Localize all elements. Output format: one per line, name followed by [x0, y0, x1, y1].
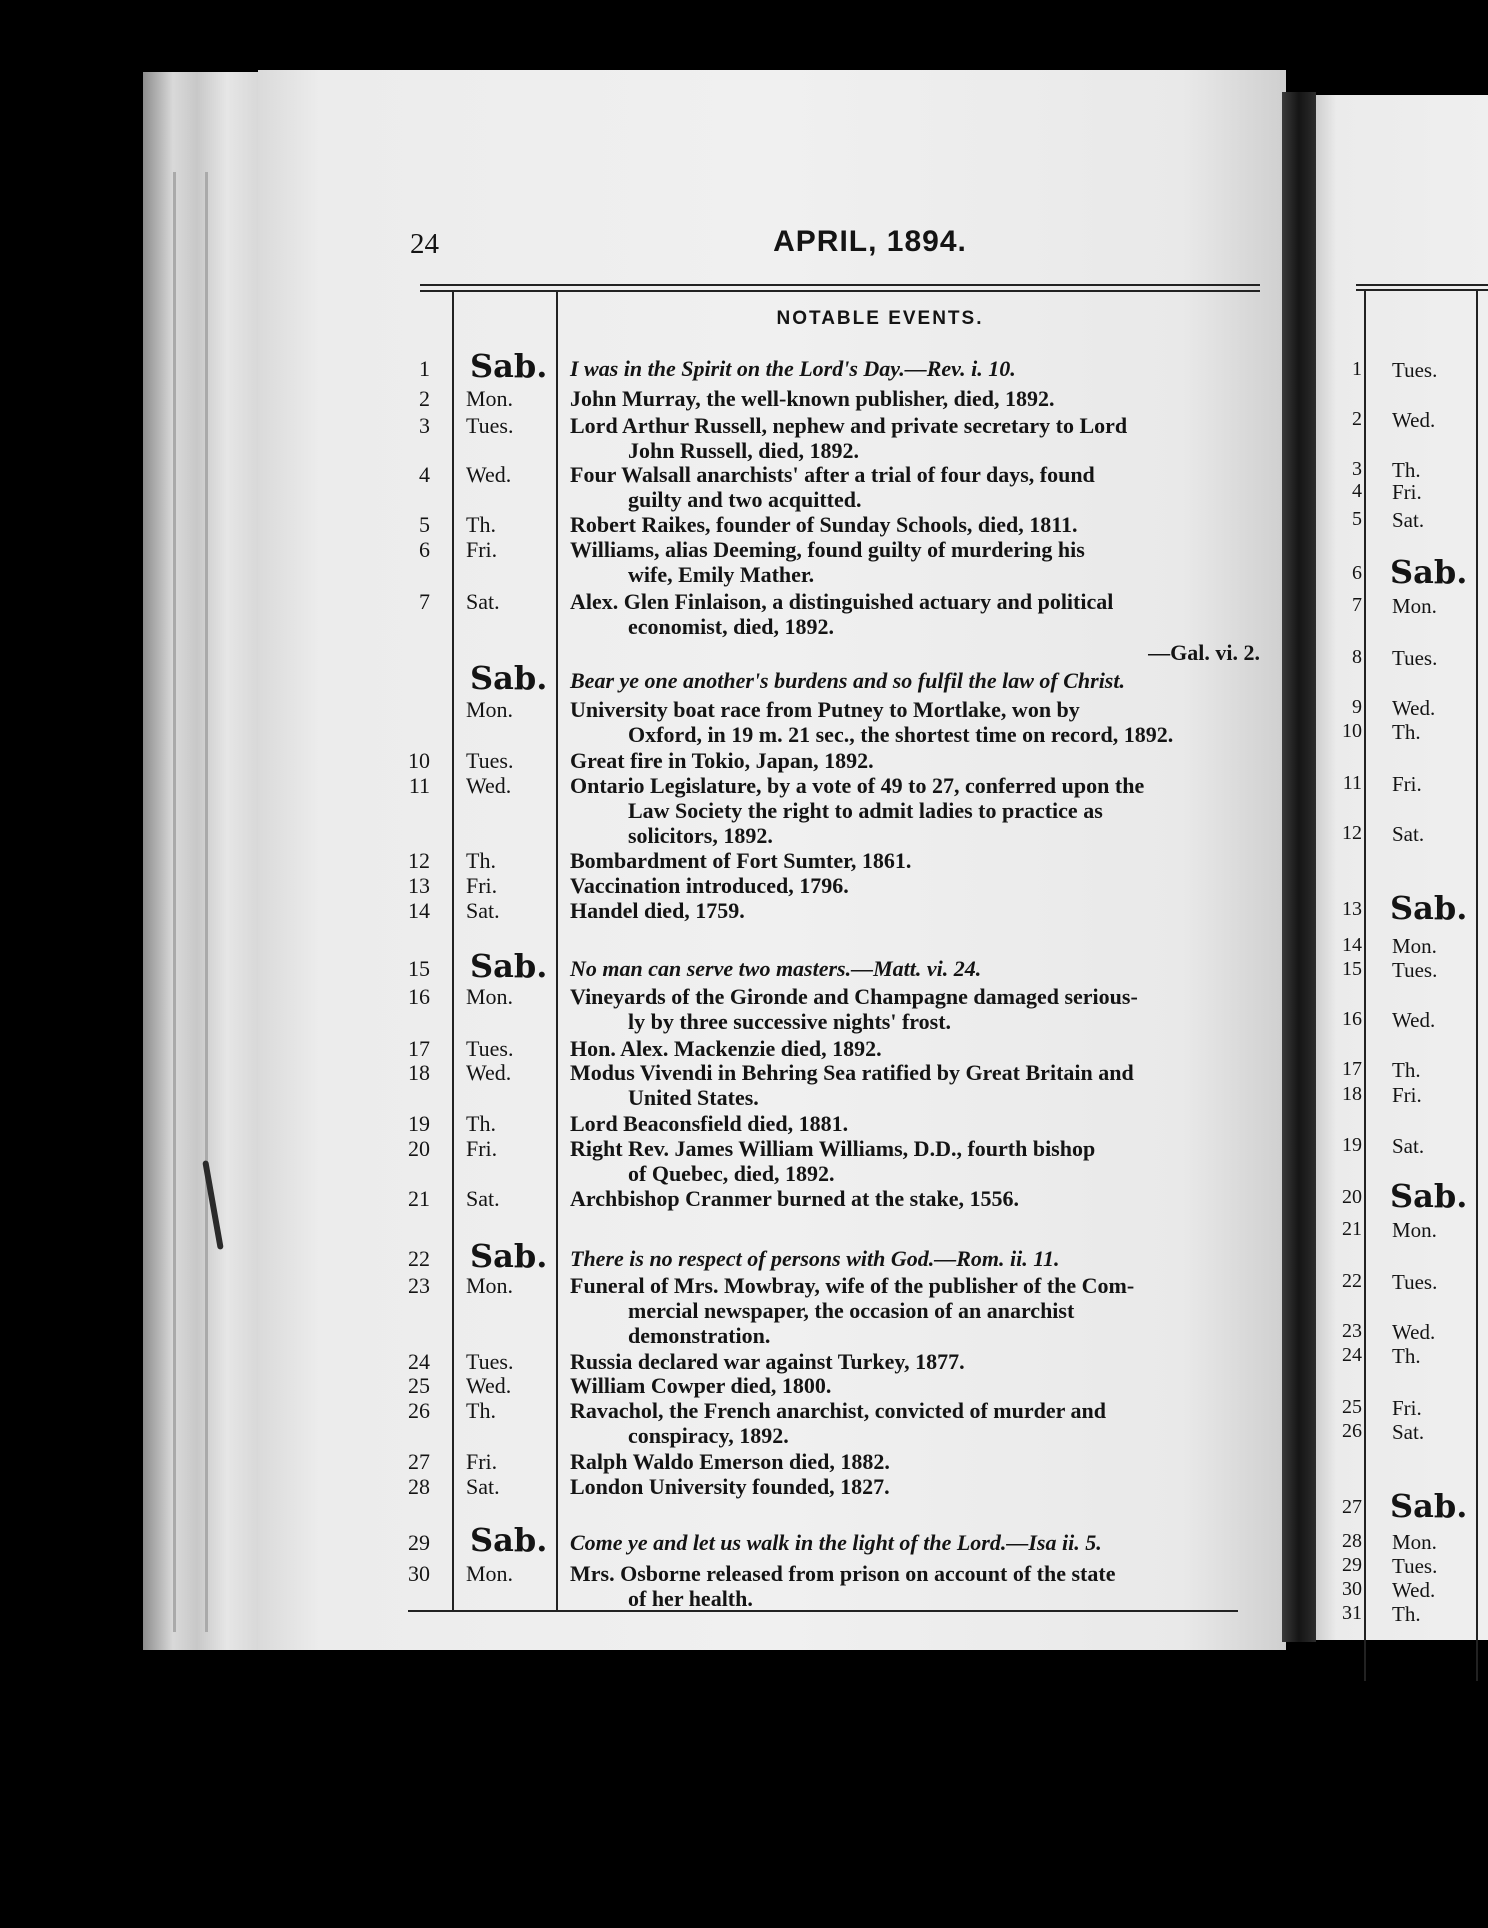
event-text: [570, 984, 1260, 1034]
event-line: economist, died, 1892.: [628, 614, 834, 639]
next-day-number: 3: [1352, 458, 1362, 480]
next-day-number: 8: [1352, 646, 1362, 668]
next-weekday-label: Wed.: [1392, 408, 1436, 432]
next-weekday-label: Mon.: [1392, 594, 1437, 618]
next-weekday-label: Wed.: [1392, 1578, 1436, 1602]
event-text: [570, 1373, 1260, 1398]
next-weekday-label: Sat.: [1392, 822, 1425, 846]
next-weekday-label: Tues.: [1392, 1554, 1438, 1578]
event-line: Lord Beaconsfield died, 1881.: [570, 1111, 849, 1136]
event-line: Mrs. Osborne released from prison on account of the state: [570, 1561, 1116, 1586]
next-weekday-label: Fri.: [1392, 1083, 1422, 1107]
weekday-label: Wed.: [466, 1060, 512, 1085]
weekday-label: Mon.: [466, 386, 514, 411]
event-line: Great fire in Tokio, Japan, 1892.: [570, 748, 874, 773]
next-day-number: 17: [1342, 1058, 1362, 1080]
next-day-number: 19: [1342, 1134, 1362, 1156]
event-text: [570, 512, 1260, 537]
day-number: 19: [408, 1111, 430, 1136]
event-text: [570, 386, 1260, 411]
event-line: Ravachol, the French anarchist, convicted of murder and: [570, 1398, 1106, 1423]
day-number: 17: [408, 1036, 430, 1061]
section-heading: NOTABLE EVENTS.: [776, 308, 984, 329]
weekday-label: Th.: [466, 1398, 496, 1423]
weekday-label: Fri.: [466, 537, 498, 562]
event-line: Alex. Glen Finlaison, a distinguished actuary and political: [570, 589, 1114, 614]
weekday-label: Sat.: [466, 589, 500, 614]
page-title: APRIL, 1894.: [773, 225, 967, 258]
day-number: 14: [408, 898, 430, 923]
next-day-number: 2: [1352, 408, 1362, 430]
event-line: mercial newspaper, the occasion of an anarchist: [628, 1298, 1075, 1323]
event-line: Vaccination introduced, 1796.: [570, 873, 849, 898]
event-line: of Quebec, died, 1892.: [628, 1161, 835, 1186]
weekday-label: Mon.: [466, 697, 514, 722]
column-divider: [556, 292, 558, 1610]
weekday-label: Wed.: [466, 773, 512, 798]
event-text: [570, 773, 1260, 848]
next-day-number: 9: [1352, 696, 1362, 718]
weekday-label: Sat.: [466, 1186, 500, 1211]
next-day-number: 22: [1342, 1270, 1362, 1292]
weekday-label: Th.: [466, 1111, 496, 1136]
scripture-verse: [570, 356, 1260, 381]
day-number: 4: [419, 462, 430, 487]
next-sabbath-label: Sab.: [1390, 1487, 1468, 1525]
event-line: solicitors, 1892.: [628, 823, 773, 848]
page-gutter: [1282, 92, 1316, 1642]
event-text: [570, 898, 1260, 923]
next-day-number: 14: [1342, 934, 1362, 956]
day-number: 21: [408, 1186, 430, 1211]
next-weekday-label: Th.: [1392, 1058, 1421, 1082]
weekday-label: Th.: [466, 848, 496, 873]
event-line: Bear ye one another's burdens and so fulfil the law of Christ.: [570, 668, 1125, 693]
day-number: 16: [408, 984, 430, 1009]
next-weekday-label: Th.: [1392, 458, 1421, 482]
next-day-number: 26: [1342, 1420, 1362, 1442]
day-number: 12: [408, 848, 430, 873]
event-text: [570, 1398, 1260, 1448]
scripture-reference: —Gal. vi. 2.: [1148, 640, 1260, 665]
day-number: 7: [419, 589, 430, 614]
day-number: 18: [408, 1060, 430, 1085]
next-day-number: 6: [1352, 562, 1362, 584]
next-page-divider: [1364, 291, 1366, 1681]
day-number: 13: [408, 873, 430, 898]
sabbath-label: Sab.: [470, 1521, 548, 1559]
next-weekday-label: Wed.: [1392, 1320, 1436, 1344]
event-text: [570, 1036, 1260, 1061]
sabbath-label: Sab.: [470, 659, 548, 697]
day-number: 25: [408, 1373, 430, 1398]
event-line: Four Walsall anarchists' after a trial of four days, found: [570, 462, 1095, 487]
day-number: 27: [408, 1449, 430, 1474]
event-text: [570, 848, 1260, 873]
next-day-number: 23: [1342, 1320, 1362, 1342]
day-number: 15: [408, 956, 430, 981]
event-text: [570, 589, 1260, 639]
day-number: 28: [408, 1474, 430, 1499]
day-number: 5: [419, 512, 430, 537]
event-line: University boat race from Putney to Mortlake, won by: [570, 697, 1080, 722]
next-weekday-label: Wed.: [1392, 1008, 1436, 1032]
next-weekday-label: Mon.: [1392, 1530, 1437, 1554]
weekday-label: Sat.: [466, 898, 500, 923]
event-line: demonstration.: [628, 1323, 771, 1348]
event-text: [570, 1273, 1260, 1348]
spine-edge: [205, 172, 208, 1632]
event-line: Vineyards of the Gironde and Champagne damaged serious-: [570, 984, 1138, 1009]
next-day-number: 4: [1352, 480, 1362, 502]
event-text: [570, 537, 1260, 587]
next-weekday-label: Wed.: [1392, 696, 1436, 720]
column-divider: [452, 292, 454, 1610]
sabbath-label: Sab.: [470, 947, 548, 985]
next-day-number: 12: [1342, 822, 1362, 844]
event-line: William Cowper died, 1800.: [570, 1373, 832, 1398]
scripture-verse: [570, 1530, 1260, 1555]
day-number: 20: [408, 1136, 430, 1161]
event-line: Robert Raikes, founder of Sunday Schools, died, 1811.: [570, 512, 1078, 537]
book-spine: [143, 72, 263, 1650]
page-number: 24: [410, 228, 439, 260]
weekday-label: Tues.: [466, 1349, 514, 1374]
event-line: Ralph Waldo Emerson died, 1882.: [570, 1449, 890, 1474]
event-text: [570, 1136, 1260, 1186]
day-number: 26: [408, 1398, 430, 1423]
next-day-number: 25: [1342, 1396, 1362, 1418]
event-line: Oxford, in 19 m. 21 sec., the shortest time on record, 1892.: [628, 722, 1174, 747]
weekday-label: Wed.: [466, 1373, 512, 1398]
event-line: guilty and two acquitted.: [628, 487, 862, 512]
day-number: 11: [408, 773, 430, 798]
next-sabbath-label: Sab.: [1390, 889, 1468, 927]
next-day-number: 30: [1342, 1578, 1362, 1600]
next-day-number: 5: [1352, 508, 1362, 530]
event-text: [570, 1561, 1260, 1611]
weekday-label: Tues.: [466, 413, 514, 438]
weekday-label: Fri.: [466, 1136, 498, 1161]
day-number: 29: [408, 1530, 430, 1555]
event-line: Williams, alias Deeming, found guilty of murdering his: [570, 537, 1085, 562]
scripture-verse: [570, 1246, 1260, 1271]
next-day-number: 13: [1342, 898, 1362, 920]
event-line: wife, Emily Mather.: [628, 562, 815, 587]
next-day-number: 24: [1342, 1344, 1362, 1366]
next-weekday-label: Mon.: [1392, 1218, 1437, 1242]
next-page-rule: [1356, 284, 1488, 291]
event-line: Russia declared war against Turkey, 1877.: [570, 1349, 965, 1374]
event-text: [570, 413, 1260, 463]
next-day-number: 1: [1352, 358, 1362, 380]
event-text: [570, 1186, 1260, 1211]
next-weekday-label: Sat.: [1392, 508, 1425, 532]
next-weekday-label: Fri.: [1392, 772, 1422, 796]
event-text: [570, 462, 1260, 512]
next-weekday-label: Th.: [1392, 1602, 1421, 1626]
next-sabbath-label: Sab.: [1390, 1177, 1468, 1215]
next-day-number: 15: [1342, 958, 1362, 980]
event-line: Handel died, 1759.: [570, 898, 745, 923]
weekday-label: Fri.: [466, 873, 498, 898]
event-text: [570, 748, 1260, 773]
next-weekday-label: Tues.: [1392, 1270, 1438, 1294]
event-text: [570, 1060, 1260, 1110]
event-line: John Murray, the well-known publisher, died, 1892.: [570, 386, 1055, 411]
weekday-label: Mon.: [466, 984, 514, 1009]
next-day-number: 29: [1342, 1554, 1362, 1576]
next-weekday-label: Sat.: [1392, 1134, 1425, 1158]
day-number: 23: [408, 1273, 430, 1298]
day-number: 22: [408, 1246, 430, 1271]
next-page-divider: [1476, 291, 1478, 1681]
scripture-verse: [570, 668, 1260, 693]
weekday-label: Wed.: [466, 462, 512, 487]
day-number: 24: [408, 1349, 430, 1374]
next-weekday-label: Tues.: [1392, 646, 1438, 670]
weekday-label: Th.: [466, 512, 496, 537]
event-text: [570, 873, 1260, 898]
event-text: [570, 1449, 1260, 1474]
next-weekday-label: Fri.: [1392, 1396, 1422, 1420]
next-day-number: 28: [1342, 1530, 1362, 1552]
event-line: Come ye and let us walk in the light of the Lord.—Isa ii. 5.: [570, 1530, 1102, 1555]
event-line: No man can serve two masters.—Matt. vi. 24.: [570, 956, 982, 981]
next-weekday-label: Th.: [1392, 1344, 1421, 1368]
event-line: Right Rev. James William Williams, D.D., fourth bishop: [570, 1136, 1096, 1161]
weekday-label: Fri.: [466, 1449, 498, 1474]
next-sabbath-label: Sab.: [1390, 553, 1468, 591]
event-line: conspiracy, 1892.: [628, 1423, 789, 1448]
event-text: [570, 1111, 1260, 1136]
day-number: 6: [419, 537, 430, 562]
event-line: Lord Arthur Russell, nephew and private secretary to Lord: [570, 413, 1128, 438]
event-line: John Russell, died, 1892.: [628, 438, 860, 463]
next-day-number: 21: [1342, 1218, 1362, 1240]
sabbath-label: Sab.: [470, 1237, 548, 1275]
weekday-label: Tues.: [466, 748, 514, 773]
day-number: 30: [408, 1561, 430, 1586]
next-weekday-label: Fri.: [1392, 480, 1422, 504]
event-text: [570, 1474, 1260, 1499]
event-line: London University founded, 1827.: [570, 1474, 890, 1499]
event-line: of her health.: [628, 1586, 753, 1611]
next-weekday-label: Tues.: [1392, 958, 1438, 982]
next-weekday-label: Tues.: [1392, 358, 1438, 382]
event-line: Law Society the right to admit ladies to practice as: [628, 798, 1103, 823]
event-text: [570, 697, 1260, 747]
next-weekday-label: Mon.: [1392, 934, 1437, 958]
day-number: 1: [419, 356, 430, 381]
day-number: 3: [419, 413, 430, 438]
next-day-number: 7: [1352, 594, 1362, 616]
event-line: There is no respect of persons with God.—Rom. ii. 11.: [570, 1246, 1060, 1271]
event-text: [570, 1349, 1260, 1374]
next-day-number: 10: [1342, 720, 1362, 742]
event-line: I was in the Spirit on the Lord's Day.—Rev. i. 10.: [570, 356, 1016, 381]
event-line: Archbishop Cranmer burned at the stake, 1556.: [570, 1186, 1019, 1211]
next-weekday-label: Sat.: [1392, 1420, 1425, 1444]
event-line: Modus Vivendi in Behring Sea ratified by Great Britain and: [570, 1060, 1134, 1085]
weekday-label: Mon.: [466, 1273, 514, 1298]
top-double-rule: [420, 284, 1260, 292]
event-line: United States.: [628, 1085, 759, 1110]
event-line: Hon. Alex. Mackenzie died, 1892.: [570, 1036, 882, 1061]
next-day-number: 18: [1342, 1083, 1362, 1105]
next-day-number: 31: [1342, 1602, 1362, 1624]
spine-edge: [173, 172, 176, 1632]
event-line: ly by three successive nights' frost.: [628, 1009, 952, 1034]
next-day-number: 20: [1342, 1186, 1362, 1208]
next-day-number: 27: [1342, 1496, 1362, 1518]
event-line: Funeral of Mrs. Mowbray, wife of the publisher of the Com-: [570, 1273, 1135, 1298]
weekday-label: Sat.: [466, 1474, 500, 1499]
event-line: Ontario Legislature, by a vote of 49 to 27, conferred upon the: [570, 773, 1145, 798]
day-number: 10: [408, 748, 430, 773]
event-line: Bombardment of Fort Sumter, 1861.: [570, 848, 912, 873]
day-number: 2: [419, 386, 430, 411]
next-day-number: 11: [1342, 772, 1362, 794]
weekday-label: Mon.: [466, 1561, 514, 1586]
sabbath-label: Sab.: [470, 347, 548, 385]
next-weekday-label: Th.: [1392, 720, 1421, 744]
weekday-label: Tues.: [466, 1036, 514, 1061]
scripture-verse: [570, 956, 1260, 981]
next-day-number: 16: [1342, 1008, 1362, 1030]
